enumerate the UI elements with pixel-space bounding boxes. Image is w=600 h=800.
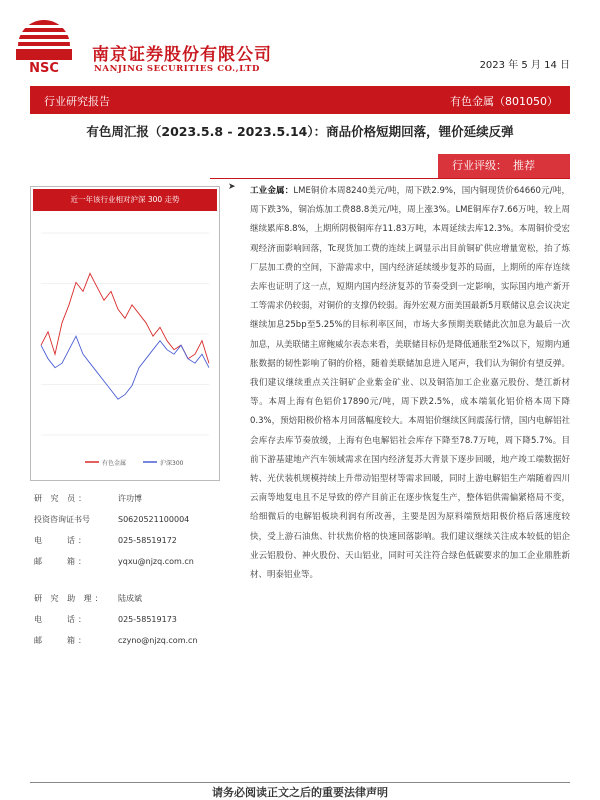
rating-label: 行业评级：: [452, 159, 507, 172]
contact-key: 研 究 助 理：: [34, 594, 106, 603]
rating-divider: [210, 178, 570, 179]
contact-key: 电 话：: [34, 615, 89, 624]
series-line-1: [41, 336, 209, 399]
contact-key: 邮 箱：: [34, 557, 89, 566]
contact-value[interactable]: czyno@njzq.com.cn: [118, 636, 198, 645]
legal-disclaimer: 请务必阅读正文之后的重要法律声明: [212, 786, 388, 799]
analyst-contacts: [34, 488, 214, 651]
contact-key: 研 究 员：: [34, 494, 90, 503]
contact-row: [34, 488, 214, 509]
chart-title: 近一年该行业相对沪深 300 走势: [33, 189, 217, 211]
report-title: 有色周汇报（2023.5.8 - 2023.5.14）：商品价格短期回落，锂价延续反弹: [86, 124, 514, 139]
contact-row: [34, 609, 214, 630]
contact-key: 邮 箱：: [34, 636, 89, 645]
bullet-arrow-icon: ➤: [228, 182, 236, 192]
chart-plot: [33, 215, 217, 477]
company-name-cn: 南京证券股份有限公司: [92, 45, 272, 65]
nsc-logo: [12, 16, 76, 76]
contact-value: 025-58519172: [118, 536, 177, 545]
contact-row: [34, 551, 214, 572]
report-body: [250, 182, 570, 777]
body-lead: 工业金属：: [250, 186, 294, 196]
logo-text: NSC: [29, 61, 59, 76]
contact-value: 许功博: [118, 494, 142, 503]
report-category: 行业研究报告: [44, 95, 110, 108]
legend-label: 沪深300: [160, 460, 184, 467]
header-bar: [30, 86, 570, 114]
contact-row: [34, 630, 214, 651]
contact-row: [34, 509, 214, 530]
contact-value[interactable]: yqxu@njzq.com.cn: [118, 557, 194, 566]
rating-badge: [438, 154, 570, 178]
sector-label: 有色金属（801050）: [450, 95, 558, 108]
company-name-en: NANJING SECURITIES CO.,LTD: [94, 64, 261, 74]
legend-label: 有色金属: [102, 460, 127, 467]
footer-divider: [30, 782, 570, 783]
relative-performance-chart: [30, 186, 220, 481]
report-date: 2023 年 5 月 14 日: [479, 60, 570, 71]
contact-row: [34, 588, 214, 609]
rating-value: 推荐: [513, 159, 535, 172]
contact-value: 025-58519173: [118, 615, 177, 624]
contact-value: S0620521100004: [118, 515, 190, 524]
contact-key: 电 话：: [34, 536, 89, 545]
body-paragraph: LME铜价本周8240美元/吨，周下跌2.9%，国内铜现货价64660元/吨，周下跌3%，铜冶炼加工费88.8美元/吨，周上涨3%。LME铜库存7.66万吨，较上周继续累库8.8%，上期所阴极铜库存11.83万吨，本周延续去库12.3%。本周铜价受宏观经济面影响回落，Tc现货加工费的连续上调显示出目前铜矿供应增量宽松，抬了炼厂层加工费的空间，下游需求中，国内经济延续缓步复苏的局面，上期所的库存连续去库也证明了这一点，短期内国内经济复苏的节奏受到一定影响，实际国内地产新开工等需求仍较弱，对铜价的支撑仍较弱。海外宏观方面美国最新5月联储议息会议决定继续加息25bp至5.25%的目标利率区间，市场大多预期美联储此次加息为最后一次加息，从美联储主席鲍威尔表态来看，美联储目标仍是降低通胀至2%以下，短期内通胀数据的韧性影响了铜的价格，随着美联储加息进入尾声，我们认为铜价有望反弹。我们建议继续重点关注铜矿企业紫金矿业、以及铜箔加工企业嘉元股份、楚江新材等。本周上海有色铝价17890元/吨，周下跌2.5%，成本端氧化铝价格本周下降0.3%，预焙阳极价格本月回落幅度较大。本周铝价继续区间震荡行情，国内电解铝社会库存去库节奏放缓，上海有色电解铝社会库存下降至78.7万吨，周下降5.7%。目前下游基建地产汽车领域需求在国内经济复苏大背景下逐步回暖，地产竣工端数据好转、光伏装机规模持续上升带动铝型材等需求回暖，同时上游电解铝生产端随着四川云南等地复电且不足导致的停产目前正在逐步恢复生产，整体铝供需偏紧格局不变，给细微后的电解铝板块利润有所改善，主要是因为原料端预焙阳极价格后落速度较快，受上游石油焦、针状焦价格的快速回落影响。我们建议继续关注成本较低的铝企业云铝股份、神火股份、天山铝业，同时可关注符合绿色低碳要求的加工企业鼎胜新材、明泰铝业等。: [250, 186, 570, 581]
contact-row: [34, 530, 214, 551]
contact-value: 陆成斌: [118, 594, 142, 603]
contact-key: 投资咨询证书号: [34, 515, 90, 524]
